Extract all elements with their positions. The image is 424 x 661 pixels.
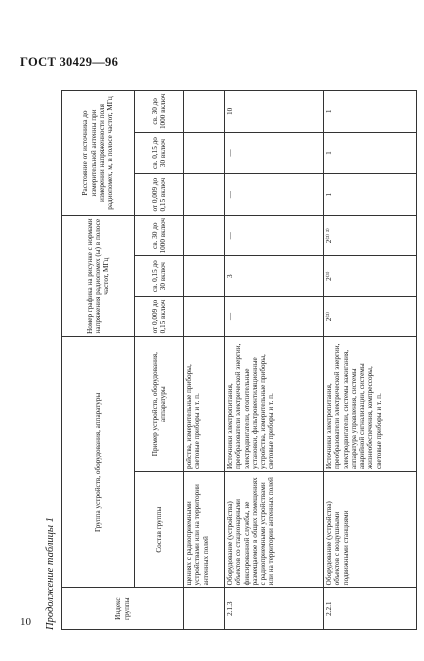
row-index: 2.1.3 — [225, 588, 324, 630]
header-band-1: от 0,009 до 0,15 включ — [135, 296, 184, 336]
header-figure-number: Номер графика на рисунке с нормами напряжения радиопомех (ы) в полосе частот, МГц — [62, 216, 135, 337]
header-dband-3: св. 30 до 1000 включ — [135, 91, 184, 133]
page-number: 10 — [20, 616, 31, 628]
row-content: Оборудование (устройства) объектов со стационарными фиксированной службы, не размещаемое в общих помещениях с радиоприемными устройствами или на территории антенных полей — [225, 472, 324, 588]
row-f1 — [184, 296, 225, 336]
table-row — [225, 91, 324, 630]
row-d1: — — [225, 174, 324, 216]
continuation-title: Продолжение таблицы 1 — [45, 517, 56, 630]
row-d3: 1 — [324, 91, 417, 133]
row-example: Источники электропитания, преобразователи электрической энергии, электродвигатели, системы зажигания, аппаратура управления, системы аварийной сигнализации, системы жизнеобеспечения, компрессоры, световые приборы и т. п. — [324, 337, 417, 472]
table-row — [184, 91, 225, 630]
row-example: Источники электропитания, преобразователи электрической энергии, электродвигатели, отопительные установки, фильтровентиляционные устройства, измерительные приборы, световые приборы и т. п. — [225, 337, 324, 472]
row-f1: 2⁽³⁾ — [324, 296, 417, 336]
header-dband-1: от 0,009 до 0,15 включ — [135, 174, 184, 216]
row-f3: 2⁽³⁾ ³⁾ — [324, 216, 417, 256]
row-d1 — [184, 174, 225, 216]
row-f2 — [184, 256, 225, 296]
rotated-table-page — [45, 90, 407, 630]
row-index — [184, 588, 225, 630]
row-f1: — — [225, 296, 324, 336]
row-d2: 1 — [324, 132, 417, 174]
header-row-1 — [62, 91, 135, 630]
row-d3 — [184, 91, 225, 133]
row-d2: — — [225, 132, 324, 174]
row-d1: 1 — [324, 174, 417, 216]
row-f3: — — [225, 216, 324, 256]
norms-table — [61, 90, 417, 630]
header-band-3: св. 30 до 1000 включ — [135, 216, 184, 256]
header-group-index: Индекс группы — [62, 588, 184, 630]
row-d2 — [184, 132, 225, 174]
row-f2: 3 — [225, 256, 324, 296]
row-f3 — [184, 216, 225, 256]
header-group-content: Состав группы — [135, 472, 184, 588]
row-index: 2.2.1 — [324, 588, 417, 630]
row-content: Оборудование (устройства) объектов с воздушными подвижными станциями — [324, 472, 417, 588]
header-group-devices: Группа устройств, оборудования, аппаратуры — [62, 337, 135, 588]
header-band-2: св. 0,15 до 30 включ — [135, 256, 184, 296]
row-d3: 10 — [225, 91, 324, 133]
header-dband-2: св. 0,15 до 30 включ — [135, 132, 184, 174]
document-header: ГОСТ 30429—96 — [20, 55, 119, 69]
header-row-2 — [135, 91, 184, 630]
row-f2: 2⁽³⁾ — [324, 256, 417, 296]
row-example: ройства, измерительные приборы, световые приборы и т. п. — [184, 337, 225, 472]
row-content: щениях с радиоприемными устройствами или на территории антенных полей — [184, 472, 225, 588]
header-device-example: Пример устройств, оборудования, аппаратуры — [135, 337, 184, 472]
header-distance: Расстояние от источника до измерительной антенны при измерении напряженности поля радиопомех, м, в полосе частот, МГц — [62, 91, 135, 216]
table-row — [324, 91, 417, 630]
